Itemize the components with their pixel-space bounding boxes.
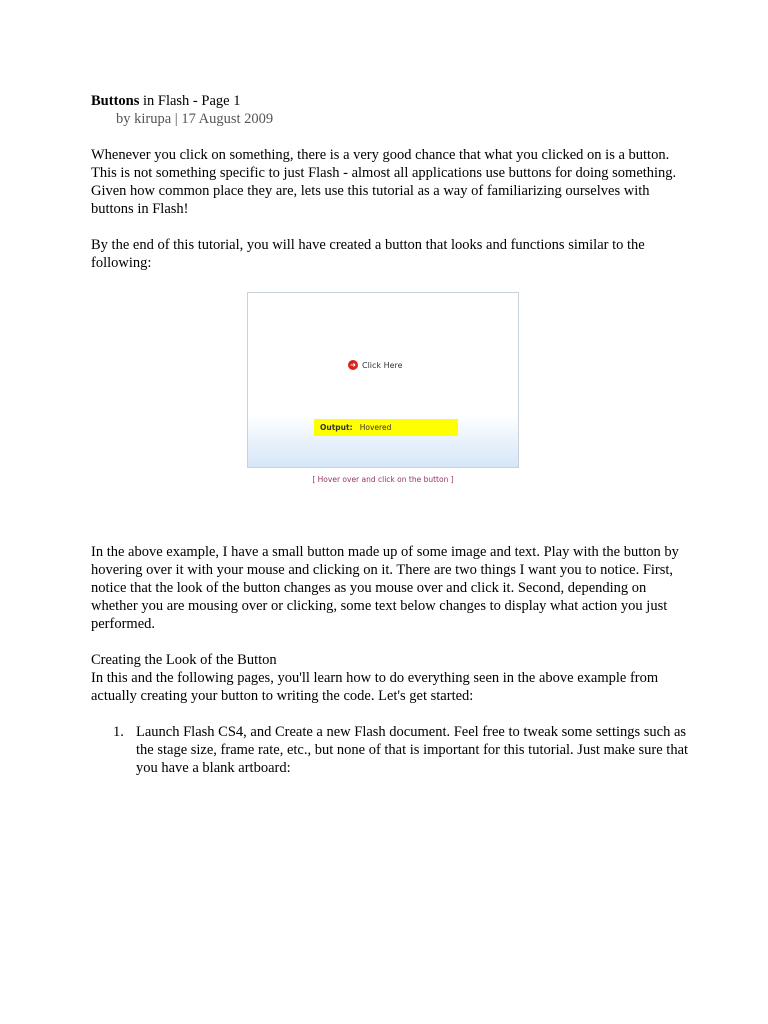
steps-list [91,723,691,777]
page-title-rest: in Flash - Page 1 [139,93,241,109]
arrow-icon: ➜ [348,360,358,370]
list-item-number: 1. [113,724,124,740]
body-paragraph-4: In this and the following pages, you'll learn how to do everything seen in the above example from actually creating your button to writing the code. Let's get started: [91,670,659,704]
list-item-text: Launch Flash CS4, and Create a new Flash document. Feel free to tweak some settings such as the stage size, frame rate, etc., but none of that is important for this tutorial. Just make sure that you have a blank artboard: [136,724,689,776]
click-here-button[interactable] [348,360,403,370]
demo-embed [247,292,519,484]
intro-paragraph-2: By the end of this tutorial, you will have created a button that looks and functions similar to the following: [91,237,645,271]
page-title-bold: Buttons [91,93,140,109]
output-bar [314,419,458,436]
section-heading: Creating the Look of the Button [91,652,277,668]
body-paragraph-3: In the above example, I have a small button made up of some image and text. Play with the button by hovering over it with your mouse and clicking on it. There are two things I want you to notice. First, notice that the look of the button changes as you mouse over and click it. Second, depending on whether you are mousing over or clicking, some text below changes to display what action you just performed. [91,544,679,632]
click-here-label: Click Here [362,360,403,370]
byline: by kirupa | 17 August 2009 [116,111,274,127]
demo-caption: [ Hover over and click on the button ] [312,475,454,484]
list-item [91,723,691,777]
demo-stage [247,292,519,468]
output-value: Hovered [359,423,392,432]
intro-paragraph-1: Whenever you click on something, there is a very good chance that what you clicked on is a button. This is not something specific to just Flash - almost all applications use buttons for doing something. Given how common place they are, lets use this tutorial as a way of familiarizing ourselves with buttons in Flash! [91,147,677,217]
output-label: Output: [320,423,353,432]
page-title [91,92,691,110]
